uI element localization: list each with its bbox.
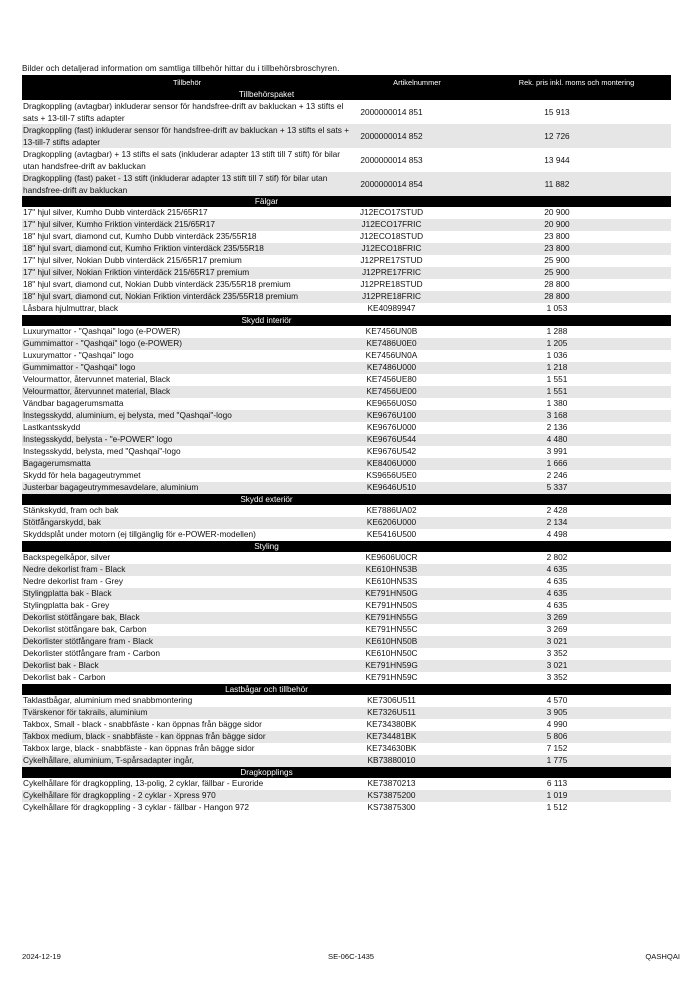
price: 2 134 — [482, 517, 671, 529]
price: 1 380 — [546, 398, 568, 409]
item-name: Dekorlist bak - Carbon — [23, 672, 106, 683]
price: 1 551 — [482, 386, 671, 398]
table-row — [22, 100, 671, 124]
article-number: KE734380BK — [366, 719, 417, 730]
column-header-price: Rek. pris inkl. moms och montering — [482, 75, 671, 89]
price: 11 882 — [482, 172, 671, 196]
article-number: KE6206U000 — [352, 517, 482, 529]
table-row — [22, 362, 671, 374]
item-name: Dragkoppling (fast) paket - 13 stift (inkluderar adapter 13 stift till 7 stif) för bilar utan handsfree-drift av bakluckan — [22, 172, 352, 196]
table-row — [22, 291, 671, 303]
article-number: KE9676U100 — [352, 410, 482, 422]
table-row — [22, 303, 671, 315]
item-name: Tvärskenor för takrails, aluminium — [22, 707, 352, 719]
section-title: Lastbågar och tillbehör — [225, 685, 308, 694]
article-number: KE7326U511 — [352, 707, 482, 719]
item-name: Nedre dekorlist fram - Black — [22, 564, 352, 576]
section-title: Fälgar — [254, 197, 279, 206]
section-title: Styling — [254, 542, 279, 551]
table-row — [22, 731, 671, 743]
article-number: KS9656U5E0 — [366, 470, 417, 481]
table-row — [22, 243, 671, 255]
table-row — [22, 374, 671, 386]
table-row — [22, 386, 671, 398]
section-header — [22, 494, 671, 505]
price: 2 428 — [546, 505, 568, 516]
price: 3 269 — [546, 624, 568, 635]
item-name: Stylingplatta bak - Black — [22, 588, 352, 600]
article-number: 2000000014 851 — [360, 107, 423, 117]
article-number: J12ECO18FRIC — [352, 243, 482, 255]
price: 3 021 — [482, 660, 671, 672]
price: 1 053 — [546, 303, 568, 314]
item-name: Takbox large, black - snabbfäste - kan öppnas från bägge sidor — [23, 743, 255, 754]
table-row — [22, 636, 671, 648]
price: 4 990 — [546, 719, 568, 730]
article-number: KE9606U0CR — [365, 552, 418, 563]
item-name: 17" hjul silver, Nokian Dubb vinterdäck 215/65R17 premium — [23, 255, 242, 266]
table-row — [22, 255, 671, 267]
table-row — [22, 517, 671, 529]
price: 28 800 — [544, 279, 570, 290]
item-name: 18" hjul svart, diamond cut, Nokian Friktion vinterdäck 235/55R18 premium — [22, 291, 352, 303]
item-name: Cykelhållare för dragkoppling - 2 cyklar - Xpress 970 — [22, 790, 352, 802]
price: 25 900 — [482, 267, 671, 279]
accessory-price-list — [22, 75, 671, 814]
price: 1 666 — [482, 458, 671, 470]
item-name: Bagagerumsmatta — [22, 458, 352, 470]
item-name: Backspegelkåpor, silver — [23, 552, 111, 563]
article-number: 2000000014 852 — [352, 124, 482, 148]
item-name: Instegsskydd, belysta, med "Qashqai"-logo — [23, 446, 181, 457]
table-row — [22, 588, 671, 600]
section-title: Dragkopplings — [240, 768, 293, 777]
article-number: KE40989947 — [367, 303, 416, 314]
price: 3 168 — [482, 410, 671, 422]
item-name: Instegsskydd, belysta - "e-POWER" logo — [22, 434, 352, 446]
price: 1 036 — [546, 350, 568, 361]
table-row — [22, 505, 671, 517]
price: 4 498 — [546, 529, 568, 540]
item-name: 17" hjul silver, Kumho Dubb vinterdäck 215/65R17 — [23, 207, 208, 218]
price: 12 726 — [482, 124, 671, 148]
article-number: KE791HN59G — [352, 660, 482, 672]
article-number: KE734481BK — [352, 731, 482, 743]
table-row — [22, 790, 671, 802]
item-name: 18" hjul svart, diamond cut, Kumho Dubb vinterdäck 235/55R18 — [23, 231, 257, 242]
section-header — [22, 684, 671, 695]
table-row — [22, 564, 671, 576]
article-number: KS73875300 — [367, 802, 416, 813]
table-row — [22, 434, 671, 446]
article-number: KE610HN53B — [352, 564, 482, 576]
item-name: Takbox medium, black - snabbfäste - kan öppnas från bägge sidor — [22, 731, 352, 743]
table-row — [22, 267, 671, 279]
item-name: 18" hjul svart, diamond cut, Nokian Dubb vinterdäck 235/55R18 premium — [23, 279, 291, 290]
item-name: Dragkoppling (avtagbar) + 13 stifts el sats (inkluderar adapter 13 stift till 7 stift) för bilar utan handsfree-drift av bakluckan — [23, 149, 341, 171]
table-row — [22, 552, 671, 564]
item-name: Luxurymattor - "Qashqai" logo — [23, 350, 134, 361]
item-name: Stötfångarskydd, bak — [22, 517, 352, 529]
article-number: KE791HN50G — [352, 588, 482, 600]
table-row — [22, 648, 671, 660]
article-number: KE610HN53S — [365, 576, 418, 587]
price: 7 152 — [546, 743, 568, 754]
price: 1 288 — [546, 326, 568, 337]
table-row — [22, 410, 671, 422]
price: 4 635 — [546, 600, 568, 611]
intro-text: Bilder och detaljerad information om samtliga tillbehör hittar du i tillbehörsbroschyren. — [22, 64, 340, 73]
item-name: Velourmattor, återvunnet material, Black — [22, 386, 352, 398]
footer-document-code: SE-06C-1435 — [328, 952, 375, 961]
table-header — [22, 75, 671, 89]
table-row — [22, 124, 671, 148]
article-number: KE7456UN0B — [365, 326, 418, 337]
accessory-table — [22, 75, 671, 814]
table-row — [22, 172, 671, 196]
article-number: KE9656U0S0 — [366, 398, 417, 409]
section-header — [22, 315, 671, 326]
price: 28 800 — [482, 291, 671, 303]
table-row — [22, 743, 671, 755]
article-number: KE610HN50C — [365, 648, 418, 659]
table-row — [22, 398, 671, 410]
article-number: KE610HN50B — [352, 636, 482, 648]
table-row — [22, 458, 671, 470]
price: 1 551 — [546, 374, 568, 385]
table-row — [22, 422, 671, 434]
table-body — [22, 89, 671, 814]
item-name: Dekorlister stötfångare fram - Carbon — [23, 648, 160, 659]
table-row — [22, 350, 671, 362]
article-number: KE791HN50S — [365, 600, 418, 611]
article-number: J12PRE18FRIC — [352, 291, 482, 303]
section-header — [22, 196, 671, 207]
price: 1 019 — [482, 790, 671, 802]
table-row — [22, 612, 671, 624]
article-number: KE9676U000 — [366, 422, 417, 433]
table-row — [22, 802, 671, 814]
section-title: Tillbehörspaket — [238, 89, 295, 99]
article-number: KS73875200 — [352, 790, 482, 802]
article-number: KE791HN55G — [352, 612, 482, 624]
article-number: KE9646U510 — [352, 482, 482, 494]
article-number: 2000000014 853 — [360, 155, 423, 165]
column-header-article: Artikelnummer — [352, 75, 482, 89]
price: 1 775 — [482, 755, 671, 767]
article-number: KE791HN59C — [365, 672, 418, 683]
section-title: Skydd exteriör — [240, 495, 293, 504]
article-number: KE7486U000 — [352, 362, 482, 374]
table-row — [22, 207, 671, 219]
table-row — [22, 695, 671, 707]
price: 2 246 — [546, 470, 568, 481]
price: 1 218 — [482, 362, 671, 374]
price: 2 802 — [546, 552, 568, 563]
article-number: KB73880010 — [352, 755, 482, 767]
article-number: J12ECO17FRIC — [352, 219, 482, 231]
price: 4 635 — [482, 588, 671, 600]
item-name: Låsbara hjulmuttrar, black — [23, 303, 119, 314]
item-name: 17" hjul silver, Kumho Friktion vinterdäck 215/65R17 — [22, 219, 352, 231]
table-row — [22, 755, 671, 767]
item-name: Gummimattor - "Qashqai" logo — [22, 362, 352, 374]
price: 3 352 — [546, 672, 568, 683]
price: 20 900 — [482, 219, 671, 231]
item-name: Instegsskydd, aluminium, ej belysta, med "Qashqai"-logo — [22, 410, 352, 422]
price: 3 991 — [546, 446, 568, 457]
table-row — [22, 778, 671, 790]
article-number: KE9676U544 — [352, 434, 482, 446]
item-name: Takbox, Small - black - snabbfäste - kan öppnas från bägge sidor — [23, 719, 262, 730]
item-name: Vändbar bagagerumsmatta — [23, 398, 124, 409]
item-name: Nedre dekorlist fram - Grey — [23, 576, 124, 587]
table-row — [22, 576, 671, 588]
article-number: J12ECO17STUD — [359, 207, 424, 218]
table-row — [22, 529, 671, 541]
item-name: Stänkskydd, fram och bak — [23, 505, 119, 516]
table-row — [22, 624, 671, 636]
item-name: Cykelhållare för dragkoppling, 13-polig, 2 cyklar, fällbar - Euroride — [23, 778, 264, 789]
price: 4 570 — [546, 695, 568, 706]
table-row — [22, 719, 671, 731]
item-name: Gummimattor - "Qashqai" logo (e-POWER) — [22, 338, 352, 350]
article-number: KE7456UE80 — [366, 374, 417, 385]
table-row — [22, 148, 671, 172]
article-number: KE7456UE00 — [352, 386, 482, 398]
price: 25 900 — [544, 255, 570, 266]
article-number: KE7306U511 — [367, 695, 416, 706]
section-header — [22, 541, 671, 552]
table-row — [22, 231, 671, 243]
item-name: 17" hjul silver, Nokian Friktion vinterdäck 215/65R17 premium — [22, 267, 352, 279]
table-row — [22, 482, 671, 494]
item-name: Velourmattor, återvunnet material, Black — [23, 374, 171, 385]
price: 15 913 — [544, 107, 570, 117]
table-row — [22, 470, 671, 482]
article-number: KE8406U000 — [352, 458, 482, 470]
price: 4 635 — [546, 576, 568, 587]
price: 5 337 — [482, 482, 671, 494]
article-number: KE7886UA02 — [366, 505, 417, 516]
item-name: Cykelhållare för dragkoppling - 3 cyklar - fällbar - Hangon 972 — [23, 802, 249, 813]
item-name: Dekorlist stötfångare bak, Black — [22, 612, 352, 624]
item-name: Luxurymattor - "Qashqai" logo (e-POWER) — [23, 326, 181, 337]
footer-date: 2024-12-19 — [22, 952, 61, 961]
table-row — [22, 326, 671, 338]
price: 5 806 — [482, 731, 671, 743]
article-number: KE791HN55C — [365, 624, 418, 635]
item-name: Dekorlist bak - Black — [22, 660, 352, 672]
table-row — [22, 672, 671, 684]
price: 3 021 — [482, 636, 671, 648]
price: 3 269 — [482, 612, 671, 624]
item-name: Skyddsplåt under motorn (ej tillgänglig för e-POWER-modellen) — [23, 529, 256, 540]
price: 1 512 — [546, 802, 568, 813]
item-name: Justerbar bagageutrymmesavdelare, aluminium — [22, 482, 352, 494]
price: 4 480 — [482, 434, 671, 446]
footer-model: QASHQAI — [645, 952, 680, 961]
table-row — [22, 338, 671, 350]
table-row — [22, 600, 671, 612]
table-row — [22, 660, 671, 672]
table-row — [22, 279, 671, 291]
article-number: J12PRE17FRIC — [352, 267, 482, 279]
price: 4 635 — [482, 564, 671, 576]
price: 3 905 — [482, 707, 671, 719]
price: 23 800 — [482, 243, 671, 255]
item-name: Dekorlist stötfångare bak, Carbon — [23, 624, 147, 635]
item-name: Dragkoppling (fast) inkluderar sensor för handsfree-drift av bakluckan + 13 stifts el sats + 13-till-7 stifts adapter — [22, 124, 352, 148]
article-number: KE734630BK — [366, 743, 417, 754]
item-name: 18" hjul svart, diamond cut, Kumho Friktion vinterdäck 235/55R18 — [22, 243, 352, 255]
article-number: KE9676U542 — [366, 446, 417, 457]
article-number: KE7456UN0A — [365, 350, 418, 361]
table-row — [22, 219, 671, 231]
table-row — [22, 707, 671, 719]
section-header — [22, 89, 671, 100]
price: 13 944 — [544, 155, 570, 165]
table-row — [22, 446, 671, 458]
price: 1 205 — [482, 338, 671, 350]
section-header — [22, 767, 671, 778]
article-number: J12PRE18STUD — [360, 279, 423, 290]
item-name: Dragkoppling (avtagbar) inkluderar sensor för handsfree-drift av bakluckan + 13 stifts el sats + 13-till-7 stifts adapter — [23, 101, 344, 123]
article-number: KE5416U500 — [366, 529, 417, 540]
article-number: J12ECO18STUD — [359, 231, 424, 242]
column-header-item: Tillbehör — [22, 75, 352, 89]
article-number: KE7486U0E0 — [352, 338, 482, 350]
item-name: Cykelhållare, aluminium, T-spårsadapter ingår, — [22, 755, 352, 767]
item-name: Taklastbågar, aluminium med snabbmontering — [23, 695, 193, 706]
section-title: Skydd interiör — [241, 316, 292, 325]
item-name: Stylingplatta bak - Grey — [23, 600, 110, 611]
article-number: KE73870213 — [367, 778, 416, 789]
article-number: 2000000014 854 — [352, 172, 482, 196]
price: 20 900 — [544, 207, 570, 218]
article-number: J12PRE17STUD — [360, 255, 423, 266]
item-name: Skydd för hela bagageutrymmet — [23, 470, 141, 481]
price: 3 352 — [546, 648, 568, 659]
price: 6 113 — [546, 778, 568, 789]
price: 23 800 — [544, 231, 570, 242]
item-name: Lastkantsskydd — [23, 422, 81, 433]
price: 2 136 — [546, 422, 568, 433]
item-name: Dekorlister stötfångare fram - Black — [22, 636, 352, 648]
